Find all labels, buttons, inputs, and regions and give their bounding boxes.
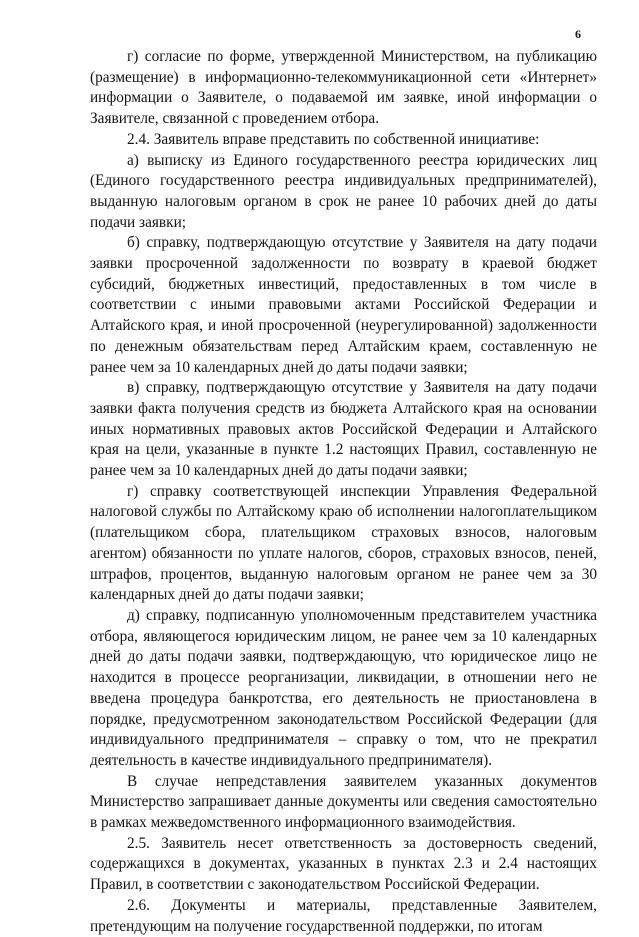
paragraph-2-5: 2.5. Заявитель несет ответственность за достоверность сведений, содержащихся в документах, указанных в пунктах 2.3 и 2.4 настоящих Правил, в соответствии с законодательством Российской Федерации. xyxy=(90,834,597,894)
document-body xyxy=(90,47,597,937)
paragraph-consent: г) согласие по форме, утвержденной Министерством, на публикацию (размещение) в информационно-телекоммуникационной сети «Интернет» информации о Заявителе, о подаваемой им заявке, иной информации о Заявителе, связанной с проведением отбора. xyxy=(90,48,597,128)
paragraph-2-4-heading: 2.4. Заявитель вправе представить по собственной инициативе: xyxy=(127,130,540,148)
paragraph-2-4-g: г) справку соответствующей инспекции Управления Федеральной налоговой службы по Алтайскому краю об исполнении налогоплательщиком (плательщиком сбора, плательщиком страховых взносов, налоговым агентом) обязанности по уплате налогов, сборов, страховых взносов, пеней, штрафов, процентов, выданную налоговым органом не ранее чем за 30 календарных дней до даты подачи заявки; xyxy=(90,482,597,604)
page-number: 6 xyxy=(575,27,581,41)
paragraph-interagency-request: В случае непредставления заявителем указанных документов Министерство запрашивает данные документы или сведения самостоятельно в рамках межведомственного информационного взаимодействия. xyxy=(90,772,597,832)
paragraph-2-6: 2.6. Документы и материалы, представленные Заявителем, претендующим на получение государственной поддержки, по итогам xyxy=(90,896,597,935)
paragraph-2-4-b: б) справку, подтверждающую отсутствие у Заявителя на дату подачи заявки просроченной задолженности по возврату в краевой бюджет субсидий, бюджетных инвестиций, предоставленных в том числе в соответствии с иными правовыми актами Российской Федерации и Алтайского края, и иной просроченной (неурегулированной) задолженности по денежным обязательствам перед Алтайским краем, составленную не ранее чем за 10 календарных дней до даты подачи заявки; xyxy=(90,234,597,376)
paragraph-2-4-a: а) выписку из Единого государственного реестра юридических лиц (Единого государственного реестра индивидуальных предпринимателей), выданную налоговым органом в срок не ранее 10 рабочих дней до даты подачи заявки; xyxy=(90,151,597,231)
paragraph-2-4-v: в) справку, подтверждающую отсутствие у Заявителя на дату подачи заявки факта получения средств из бюджета Алтайского края на основании иных нормативных правовых актов Российской Федерации и Алтайского края на цели, указанные в пункте 1.2 настоящих Правил, составленную не ранее чем за 10 календарных дней до даты подачи заявки; xyxy=(90,379,597,480)
paragraph-2-4-d: д) справку, подписанную уполномоченным представителем участника отбора, являющегося юридическим лицом, не ранее чем за 10 календарных дней до даты подачи заявки, подтверждающую, что юридическое лицо не находится в процессе реорганизации, ликвидации, в отношении него не введена процедура банкротства, его деятельность не приостановлена в порядке, предусмотренном законодательством Российской Федерации (для индивидуального предпринимателя – справку о том, что не прекратил деятельность в качестве индивидуального предпринимателя). xyxy=(90,606,597,769)
